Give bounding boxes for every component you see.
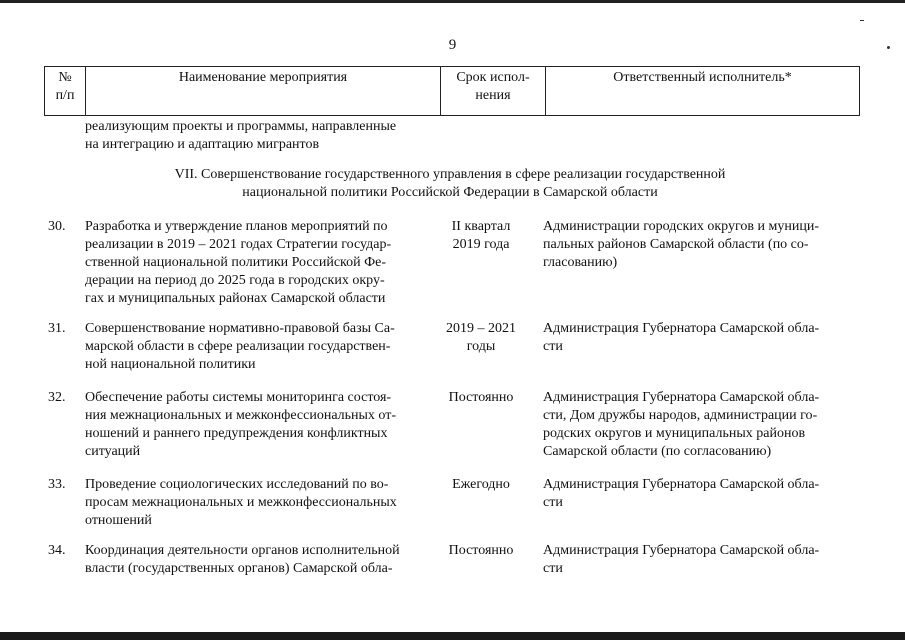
row-responsible xyxy=(543,389,855,461)
header-resp-label: Ответственный исполнитель* xyxy=(613,70,792,85)
row-resp-line: сти xyxy=(543,495,563,510)
row-term-line: Ежегодно xyxy=(452,477,510,492)
row-name-line: реализации в 2019 – 2021 годах Стратегии государ- xyxy=(85,237,392,252)
row-name-line: власти (государственных органов) Самарской обла- xyxy=(85,561,393,576)
row-number: 33. xyxy=(48,477,66,492)
header-col-responsible xyxy=(546,67,860,116)
header-term-line1: Срок испол- xyxy=(456,70,530,85)
row-name-line: просам межнациональных и межконфессиональных xyxy=(85,495,397,510)
row-term xyxy=(436,542,526,560)
row-name-line: Совершенствование нормативно-правовой базы Са- xyxy=(85,321,395,336)
row-name xyxy=(85,218,425,308)
row-term-line: 2019 года xyxy=(452,237,510,252)
row-name-line: ственной национальной политики Российской Фе- xyxy=(85,255,387,270)
row-name-line: отношений xyxy=(85,513,152,528)
header-num-line2: п/п xyxy=(55,88,75,103)
row-resp-line: родских округов и муниципальных районов xyxy=(543,426,806,441)
row-resp-line: сти, Дом дружбы народов, администрации го- xyxy=(543,408,818,423)
header-col-name xyxy=(86,67,441,116)
section-line: национальной политики Российской Федерации в Самарской области xyxy=(242,185,658,200)
row-term-line: II квартал xyxy=(451,219,511,234)
row-responsible xyxy=(543,320,855,356)
row-term-line: 2019 – 2021 xyxy=(446,321,516,336)
row-resp-line: пальных районов Самарской области (по со- xyxy=(543,237,809,252)
scan-mark xyxy=(860,20,864,21)
row-resp-line: Администрация Губернатора Самарской обла- xyxy=(543,543,820,558)
row-responsible xyxy=(543,542,855,578)
bottom-scan-border xyxy=(0,632,905,640)
row-name-line: дерации на период до 2025 года в городских окру- xyxy=(85,273,385,288)
row-name-line: Разработка и утверждение планов мероприятий по xyxy=(85,219,388,234)
row-number: 30. xyxy=(48,219,66,234)
row-term xyxy=(436,320,526,356)
header-num-line1: № xyxy=(58,70,72,85)
row-name xyxy=(85,542,425,578)
row-name xyxy=(85,476,425,530)
header-col-term xyxy=(441,67,546,116)
row-resp-line: Администрация Губернатора Самарской обла- xyxy=(543,390,820,405)
continuation-text xyxy=(85,118,396,154)
row-resp-line: Администрация Губернатора Самарской обла- xyxy=(543,321,820,336)
row-resp-line: Администрация Губернатора Самарской обла- xyxy=(543,477,820,492)
row-name-line: Обеспечение работы системы мониторинга состоя- xyxy=(85,390,392,405)
table-header xyxy=(44,66,860,116)
header-name-label: Наименование мероприятия xyxy=(178,70,348,85)
row-resp-line: сти xyxy=(543,339,563,354)
row-term xyxy=(436,389,526,407)
row-name-line: гах и муниципальных районах Самарской области xyxy=(85,291,386,306)
header-term-line2: нения xyxy=(475,88,511,103)
row-name-line: ния межнациональных и межконфессиональных от- xyxy=(85,408,397,423)
continuation-line: реализующим проекты и программы, направленные xyxy=(85,119,397,134)
row-name-line: марской области в сфере реализации государствен- xyxy=(85,339,391,354)
row-term xyxy=(436,476,526,494)
row-term-line: Постоянно xyxy=(448,390,514,405)
row-responsible xyxy=(543,476,855,512)
header-col-number xyxy=(45,67,86,116)
row-name xyxy=(85,320,425,374)
row-resp-line: сти xyxy=(543,561,563,576)
row-name-line: Проведение социологических исследований по во- xyxy=(85,477,389,492)
row-name-line: ной национальной политики xyxy=(85,357,256,372)
top-scan-border xyxy=(0,0,905,3)
section-line: VII. Совершенствование государственного управления в сфере реализации государственной xyxy=(174,167,726,182)
row-name-line: ношений и раннего предупреждения конфликтных xyxy=(85,426,388,441)
row-name-line: Координация деятельности органов исполнительной xyxy=(85,543,400,558)
row-responsible xyxy=(543,218,855,272)
row-number: 34. xyxy=(48,543,66,558)
row-name xyxy=(85,389,425,461)
page-number: 9 xyxy=(448,37,457,53)
row-resp-line: Администрации городских округов и муници- xyxy=(543,219,819,234)
row-term xyxy=(436,218,526,254)
row-term-line: годы xyxy=(466,339,496,354)
row-resp-line: гласованию) xyxy=(543,255,618,270)
section-heading xyxy=(100,166,800,202)
row-number: 31. xyxy=(48,321,66,336)
row-number: 32. xyxy=(48,390,66,405)
row-term-line: Постоянно xyxy=(448,543,514,558)
row-resp-line: Самарской области (по согласованию) xyxy=(543,444,772,459)
continuation-line: на интеграцию и адаптацию мигрантов xyxy=(85,137,320,152)
row-name-line: ситуаций xyxy=(85,444,141,459)
